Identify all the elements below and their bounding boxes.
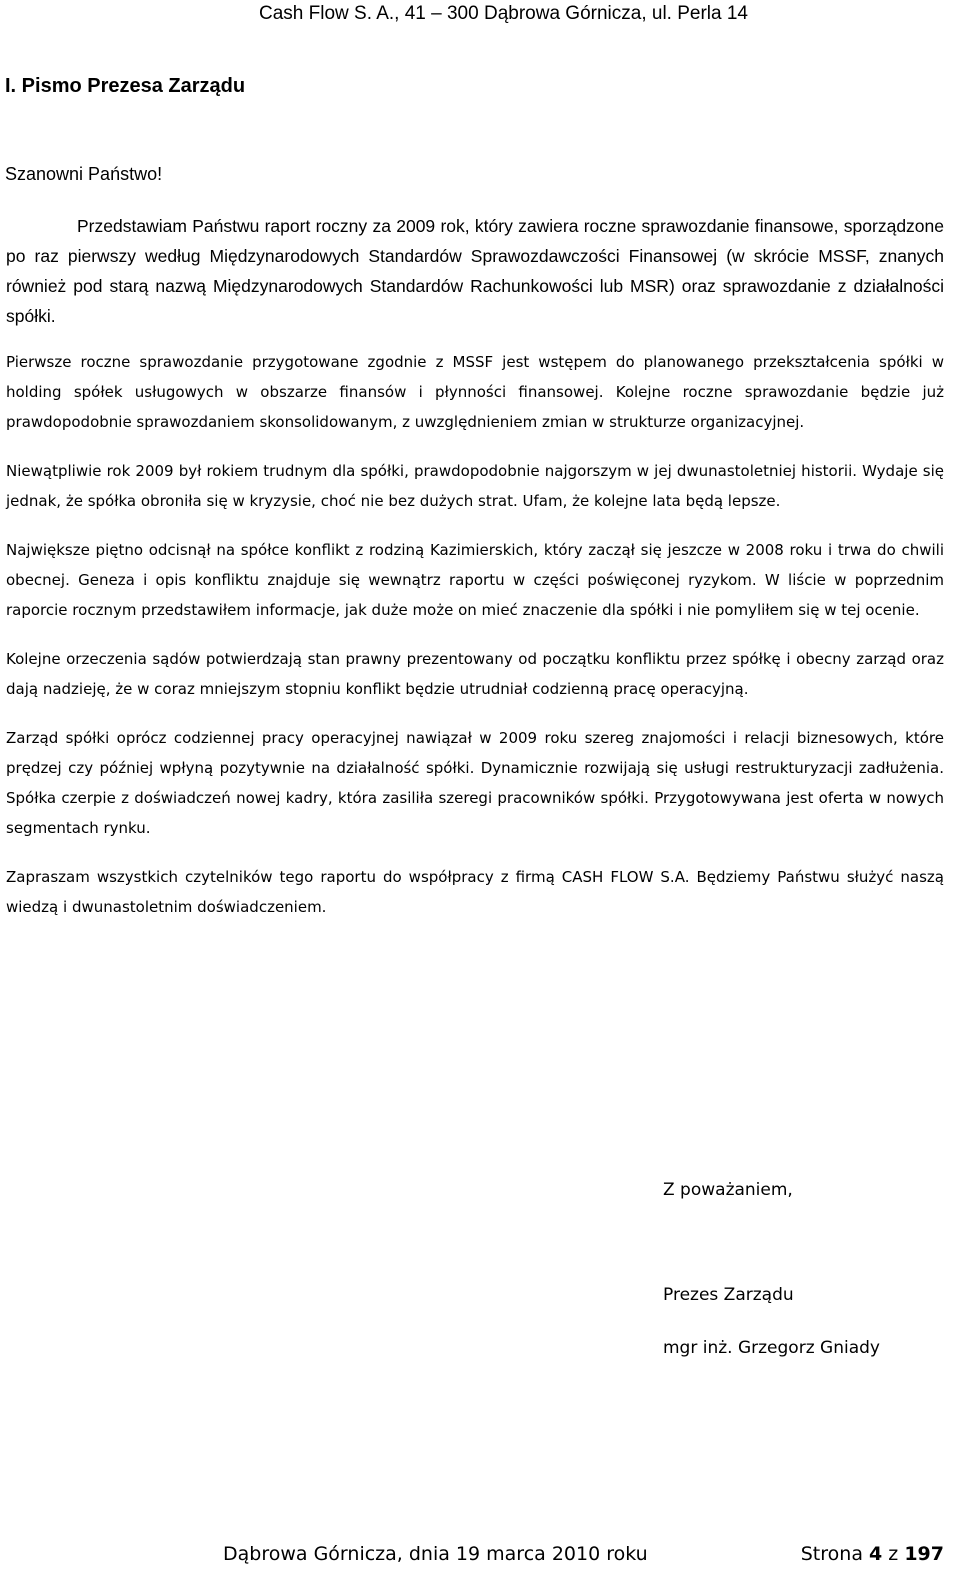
- paragraph: Niewątpliwie rok 2009 był rokiem trudnym dla spółki, prawdopodobnie najgorszym w jej dwunastoletniej historii. Wydaje się jednak, że spółka obroniła się w kryzysie, choć nie bez dużych strat. Ufam, że kolejne lata będą lepsze.: [6, 462, 944, 510]
- page-of: z: [888, 1543, 899, 1565]
- page-number: [801, 1543, 944, 1565]
- paragraph: Kolejne orzeczenia sądów potwierdzają stan prawny prezentowany od początku konfliktu przez spółkę i obecny zarząd oraz dają nadzieję, że w coraz mniejszym stopniu konflikt będzie utrudniał codzienną pracę operacyjną.: [6, 650, 944, 698]
- signature-closing: Z poważaniem,: [663, 1180, 793, 1200]
- letter-body: [6, 211, 944, 941]
- page-current: 4: [869, 1543, 883, 1565]
- signature-role: Prezes Zarządu: [663, 1285, 794, 1305]
- paragraph-intro: Przedstawiam Państwu raport roczny za 2009 rok, który zawiera roczne sprawozdanie finansowe, sporządzone po raz pierwszy według Międzynarodowych Standardów Sprawozdawczości Finansowej (w skrócie MSSF, znanych również pod starą nazwą Międzynarodowych Standardów Rachunkowości lub MSR) oraz sprawozdanie z działalności spółki.: [6, 216, 944, 326]
- page-total: 197: [904, 1543, 944, 1565]
- page-header-address: Cash Flow S. A., 41 – 300 Dąbrowa Górnicza, ul. Perla 14: [259, 3, 748, 24]
- footer-place-date: Dąbrowa Górnicza, dnia 19 marca 2010 roku: [223, 1543, 648, 1565]
- paragraph: Zarząd spółki oprócz codziennej pracy operacyjnej nawiązał w 2009 roku szereg znajomości i relacji biznesowych, które prędzej czy później wpłyną pozytywnie na działalność spółki. Dynamicznie rozwijają się usługi restrukturyzacji zadłużenia. Spółka czerpie z doświadczeń nowej kadry, która zasiliła szeregi pracowników spółki. Przygotowywana jest oferta w nowych segmentach rynku.: [6, 729, 944, 837]
- page-label: Strona: [800, 1543, 863, 1565]
- signature-name: mgr inż. Grzegorz Gniady: [663, 1338, 880, 1358]
- paragraph: Pierwsze roczne sprawozdanie przygotowane zgodnie z MSSF jest wstępem do planowanego przekształcenia spółki w holding spółek usługowych w obszarze finansów i płynności finansowej. Kolejne roczne sprawozdanie będzie już prawdopodobnie sprawozdaniem skonsolidowanym, z uwzględnieniem zmian w strukturze organizacyjnej.: [6, 353, 944, 431]
- section-title: I. Pismo Prezesa Zarządu: [5, 75, 246, 97]
- salutation: Szanowni Państwo!: [5, 164, 163, 184]
- paragraph: Największe piętno odcisnął na spółce konflikt z rodziną Kazimierskich, który zaczął się jeszcze w 2008 roku i trwa do chwili obecnej. Geneza i opis konfliktu znajduje się wewnątrz raportu w części poświęconej ryzykom. W liście w poprzednim raporcie rocznym przedstawiłem informacje, jak duże może on mieć znaczenie dla spółki i nie pomyliłem się w tej ocenie.: [6, 541, 944, 619]
- paragraph: Zapraszam wszystkich czytelników tego raportu do współpracy z firmą CASH FLOW S.A. Będziemy Państwu służyć naszą wiedzą i dwunastoletnim doświadczeniem.: [6, 868, 944, 916]
